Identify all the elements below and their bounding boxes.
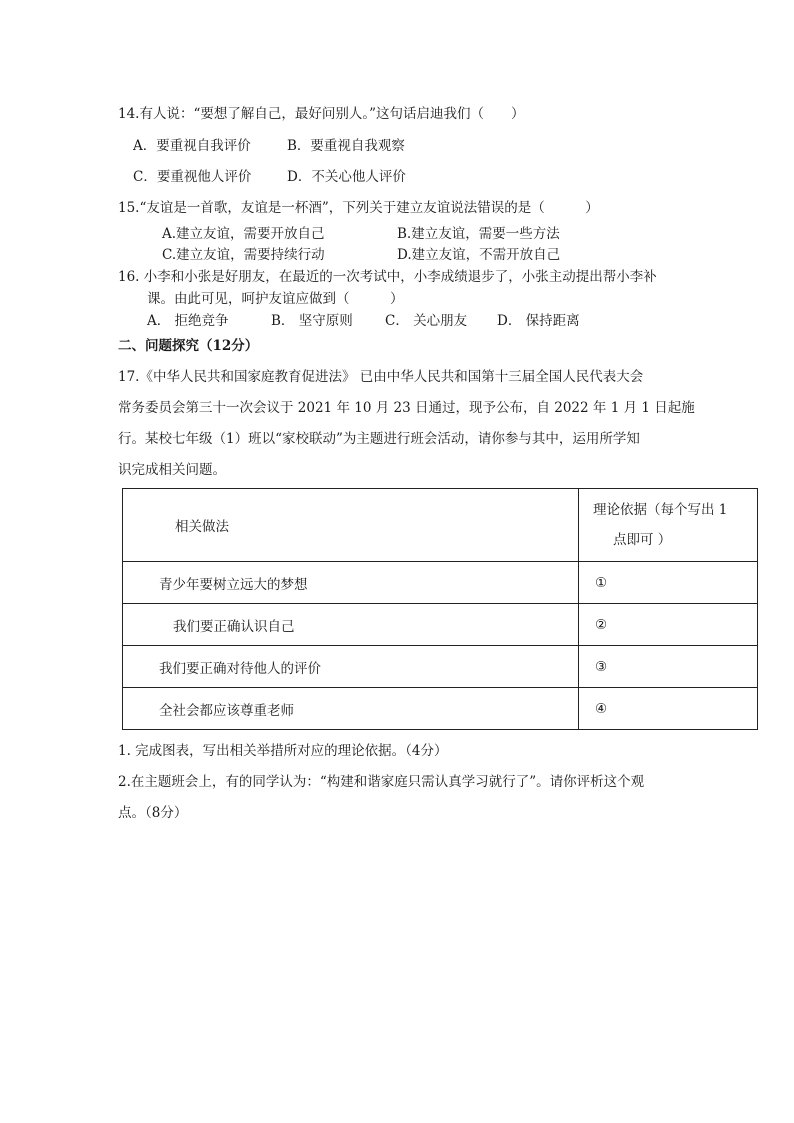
section-heading: 二、问题探究（12分） — [118, 338, 259, 354]
q16-option-b: B． 坚守原则 — [271, 313, 353, 329]
table-header-basis — [579, 489, 758, 562]
table-row — [123, 604, 758, 646]
q17-intro-line4: 识完成相关问题。 — [118, 462, 226, 478]
q14-option-a: A．要重视自我评价 — [133, 138, 251, 154]
practice-table — [122, 488, 758, 730]
table-row — [123, 688, 758, 730]
q16-stem-line1: 16. 小李和小张是好朋友，在最近的一次考试中，小李成绩退步了，小张主动提出帮小李补 — [118, 269, 657, 285]
q16-option-d: D． 保持距离 — [497, 313, 580, 329]
q15-option-b: B.建立友谊，需要一些方法 — [397, 226, 560, 242]
table-row — [123, 646, 758, 688]
q16-option-c: C． 关心朋友 — [385, 313, 468, 329]
q17-sub2-line1: 2.在主题班会上，有的同学认为：“构建和谐家庭只需认真学习就行了”。请你评析这个观 — [118, 774, 645, 790]
q14-option-b: B．要重视自我观察 — [287, 138, 405, 154]
table-cell-practice: 我们要正确对待他人的评价 — [123, 646, 579, 688]
q14-option-d: D．不关心他人评价 — [287, 169, 406, 185]
q15-option-c: C.建立友谊，需要持续行动 — [162, 247, 325, 263]
q17-intro-line2: 常务委员会第三十一次会议于 2021 年 10 月 23 日通过，现予公布，自 2022 年 1 月 1 日起施 — [118, 400, 695, 416]
table-header-basis-line1: 理论依据（每个写出 1 — [593, 502, 728, 518]
table-cell-practice: 我们要正确认识自己 — [123, 604, 579, 646]
q17-sub2-line2: 点。（8分） — [118, 805, 188, 821]
table-cell-answer[interactable]: ① — [579, 562, 758, 604]
table-header-row — [123, 489, 758, 562]
table-header-practice-label: 相关做法 — [175, 519, 229, 535]
table-cell-answer[interactable]: ③ — [579, 646, 758, 688]
q14-stem: 14.有人说：“要想了解自己，最好问别人。”这句话启迪我们（ ） — [118, 106, 525, 122]
q15-option-d: D.建立友谊，不需开放自己 — [397, 247, 561, 263]
table-header-basis-line2: 点即可 ） — [613, 532, 672, 548]
q16-stem-line2: 课。由此可见，呵护友谊应做到（ ） — [147, 291, 404, 307]
table-header-practice — [123, 489, 579, 562]
q14-option-c: C．要重视他人评价 — [133, 169, 252, 185]
table-cell-practice: 全社会都应该尊重老师 — [123, 688, 579, 730]
q17-sub1: 1. 完成图表，写出相关举措所对应的理论依据。（4分） — [118, 743, 448, 759]
table-cell-answer[interactable]: ④ — [579, 688, 758, 730]
q17-intro-line3: 行。某校七年级（1）班以“家校联动”为主题进行班会活动，请你参与其中，运用所学知 — [118, 431, 640, 447]
table-row — [123, 562, 758, 604]
q16-option-a: A． 拒绝竞争 — [147, 313, 229, 329]
q17-intro-line1: 17.《中华人民共和国家庭教育促进法》 已由中华人民共和国第十三届全国人民代表大会 — [118, 369, 644, 385]
table-cell-practice: 青少年要树立远大的梦想 — [123, 562, 579, 604]
q15-stem: 15.“友谊是一首歌，友谊是一杯酒”，下列关于建立友谊说法错误的是（ ） — [118, 200, 599, 216]
q15-option-a: A.建立友谊，需要开放自己 — [162, 226, 325, 242]
table-cell-answer[interactable]: ② — [579, 604, 758, 646]
